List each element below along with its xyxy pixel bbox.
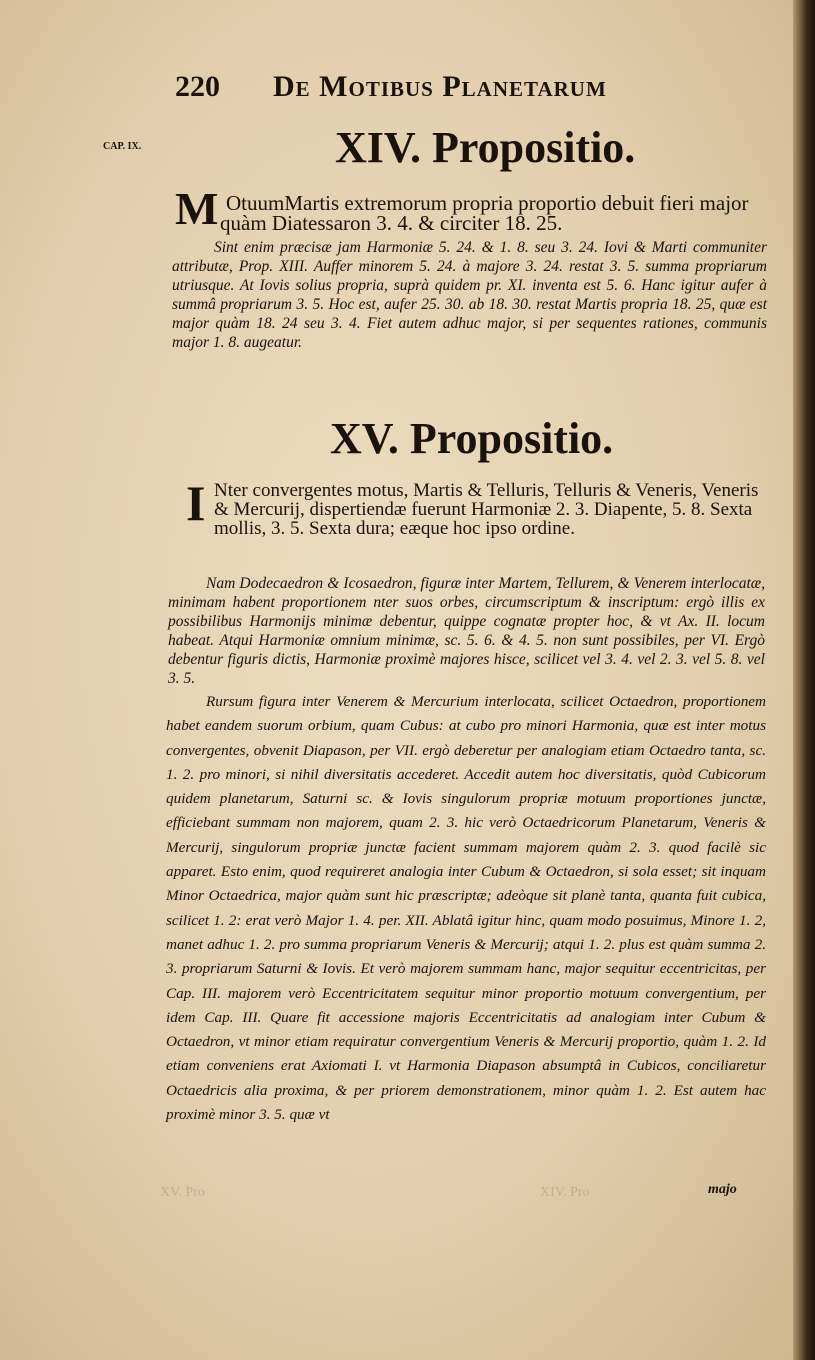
proposition-14-dropcap: M <box>175 183 219 234</box>
proposition-15-heading: XV. Propositio. <box>330 414 614 463</box>
proposition-15-commentary-2: Rursum figura inter Venerem & Mercurium interlocata, scilicet Octaedron, proportionem habet eandem suorum orbium, quam Cubus: at cubo pro minori Harmonia, quæ est inter motus convergentes, obvenit Diapason, per VII. ergò deberetur per analogiam etiam Octaedro tanta, sc. 1. 2. pro minori, si nihil diversitatis accederet. Accedit autem hoc diversitatis, quòd Cubicorum quidem planetarum, Saturni sc. & Iovis singulorum propriæ motuum proportiones junctæ, efficiebant summam non majorem, quam 2. 3. hic verò Octaedricorum Planetarum, Veneris & Mercurij, singulorum propriæ junctæ facient summam majorem quàm 2. 3. quod facilè sic apparet. Esto enim, quod requireret analogia inter Cubum & Octaedron, si sola esset; sit inquam Minor Octaedrica, major quàm sunt hic præscriptæ; adeòque sit planè tanta, quanta fuit cubica, scilicet 1. 2: erat verò Major 1. 4. per. XII. Ablatâ igitur hinc, quam modo posuimus, Minore 1. 2, manet adhuc 1. 2. pro summa propriarum Veneris & Mercurij; atqui 1. 2. plus est quàm summa 2. 3. propriarum Saturni & Iovis. Et verò majorem summam hanc, major sequitur eccentricitas, per Cap. III. majorem verò Eccentricitatem sequitur minor proportio motuum convergentium, per idem Cap. III. Quare fit accessione majoris Eccentricitatis ad analogiam inter Cubum & Octaedron, vt minor etiam requiratur convergentium Veneris & Mercurij proportio, quàm 1. 2. Id etiam conveniens erat Axiomati I. vt Harmonia Diapason absumptâ in Cubicos, conciliaretur Octaedricis alia proxima, & per priorem demonstrationem, minor quàm 1. 2. Est autem hac proximè minor 3. 5. quæ vt <box>166 693 766 1124</box>
margin-note: CAP. IX. <box>103 141 142 152</box>
running-title: De Motibus Planetarum <box>273 70 607 103</box>
proposition-15-commentary-1: Nam Dodecaedron & Icosaedron, figuræ inter Martem, Tellurem, & Venerem interlocatæ, minimam habent proportionem nter suos orbes, circumscriptum & inscriptum: ergò illis ex possibilibus Harmonijs minimæ debentur, quippe cognatæ propter hoc, & vt Ax. II. locum habeat. Atqui Harmoniæ omnium minimæ, sc. 5. 6. & 4. 5. non sunt possibiles, per VI. Ergò debentur figuris dictis, Harmoniæ proximè majores hisce, scilicet vel 3. 4. vel 2. 3. vel 5. 8. vel 3. 5. <box>168 575 765 687</box>
show-through-text: XV. Pro <box>160 1185 205 1200</box>
proposition-15-dropcap: I <box>186 475 206 531</box>
proposition-15-text: Nter convergentes motus, Martis & Telluris, Telluris & Veneris, Veneris & Mercurij, dispertiendæ fuerunt Harmoniæ 2. 3. Diapente, 5. 8. Sexta mollis, 3. 5. Sexta dura; eæque hoc ipso ordine. <box>214 480 759 539</box>
page-gutter <box>793 0 815 1360</box>
page-number: 220 <box>175 70 220 103</box>
proposition-14-commentary: Sint enim præcisæ jam Harmoniæ 5. 24. & 1. 8. seu 3. 24. Iovi & Marti communiter attributæ, Prop. XIII. Auffer minorem 5. 24. à majore 3. 24. restat 3. 5. summa propriarum utriusque. At Iovis solius propria, suprà quidem pr. XI. inventa est 5. 6. Hanc igitur aufer à summâ propriarum 3. 5. Hoc est, aufer 25. 30. ab 18. 30. restat Martis propria 18. 25, quæ est major quàm 18. 24 seu 3. 4. Fiet autem adhuc major, si per sequentes rationes, communis major 1. 8. augeatur. <box>172 239 767 351</box>
running-head <box>175 70 735 120</box>
proposition-14-heading: XIV. Propositio. <box>335 123 636 172</box>
proposition-14-text: OtuumMartis extremorum propria proportio debuit fieri major quàm Diatessaron 3. 4. & circiter 18. 25. <box>220 191 749 235</box>
show-through-text: XIV. Pro <box>540 1185 590 1200</box>
catchword: majo <box>708 1182 737 1197</box>
